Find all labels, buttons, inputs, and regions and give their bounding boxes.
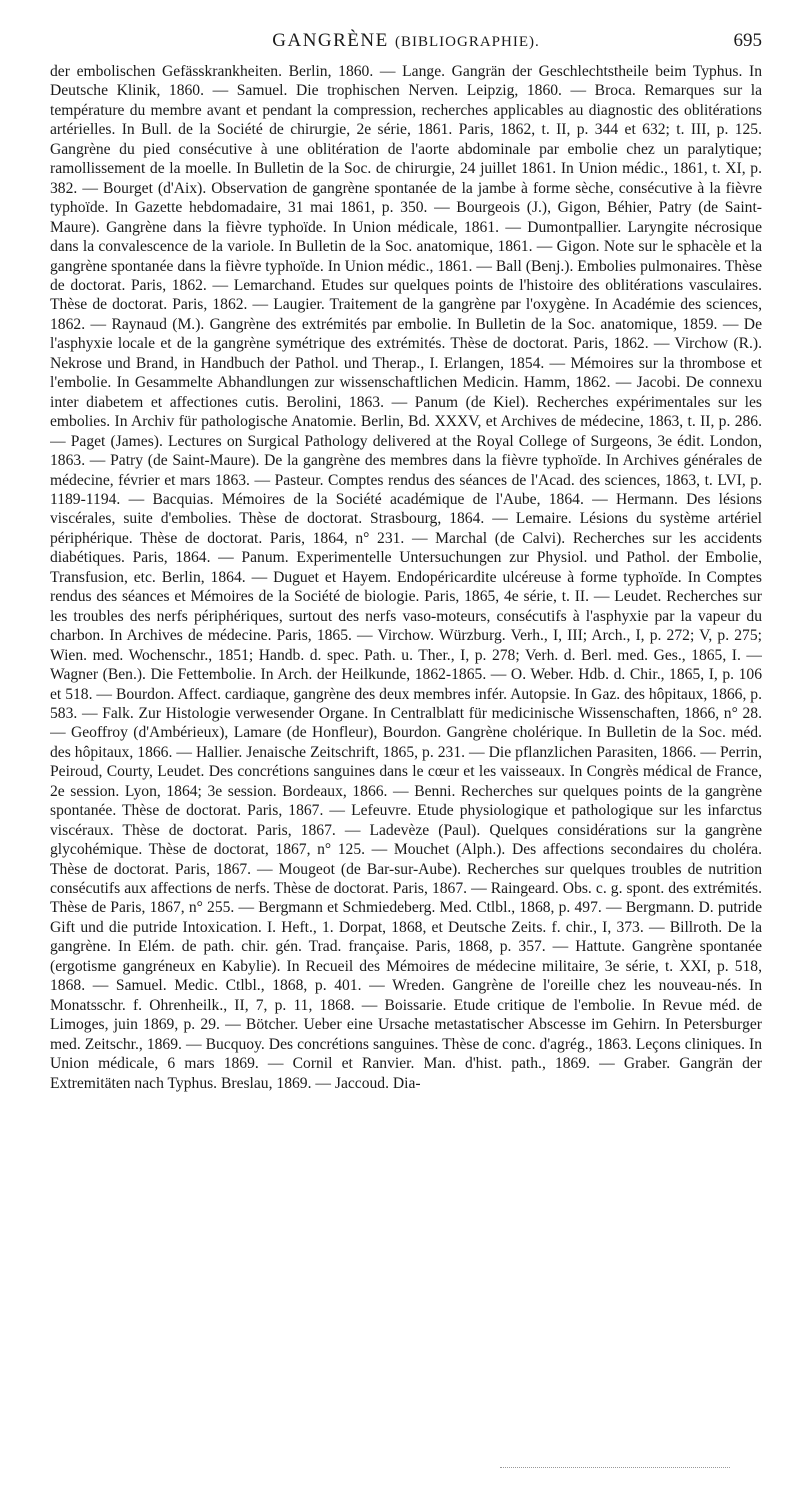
page-number: 695 [733, 30, 762, 51]
bibliography-paragraph: der embolischen Gefässkrankheiten. Berlin, 1860. — Lange. Gangrän der Geschlechtstheile beim Typhus. In Deutsche Klinik, 1860. — Samuel. Die trophischen Nerven. Leipzig, 1860. — Broca. Remarques sur la température du membre avant et pendant la compression, recherches applicables au diagnostic des oblitérations artérielles. In Bull. de la Société de chirurgie, 2e série, 1861. Paris, 1862, t. II, p. 344 et 632; t. III, p. 125. Gangrène du pied consécutive à une oblitération de l'aorte abdominale par embolie chez un paralytique; ramollissement de la moelle. In Bulletin de la Soc. de chirurgie, 24 juillet 1861. In Union médic., 1861, t. XI, p. 382. — Bourget (d'Aix). Observation de gangrène spontanée de la jambe à forme sèche, consécutive à la fièvre typhoïde. In Gazette hebdomadaire, 31 mai 1861, p. 350. — Bourgeois (J.), Gigon, Béhier, Patry (de Saint-Maure). Gangrène dans la fièvre typhoïde. In Union médicale, 1861. — Dumontpallier. Laryngite nécrosique dans la convalescence de la variole. In Bulletin de la Soc. anatomique, 1861. — Gigon. Note sur le sphacèle et la gangrène spontanée dans la fièvre typhoïde. In Union médic., 1861. — Ball (Benj.). Embolies pulmonaires. Thèse de doctorat. Paris, 1862. — Lemarchand. Etudes sur quelques points de l'histoire des oblitérations vasculaires. Thèse de doctorat. Paris, 1862. — Laugier. Traitement de la gangrène par l'oxygène. In Académie des sciences, 1862. — Raynaud (M.). Gangrène des extrémités par embolie. In Bulletin de la Soc. anatomique, 1859. — De l'asphyxie locale et de la gangrène symétrique des extrémités. Thèse de doctorat. Paris, 1862. — Virchow (R.). Nekrose und Brand, in Handbuch der Pathol. und Therap., I. Erlangen, 1854. — Mémoires sur la thrombose et l'embolie. In Gesammelte Abhandlungen zur wissenschaftlichen Medicin. Hamm, 1862. — Jacobi. De connexu inter diabetem et affectiones cutis. Berolini, 1863. — Panum (de Kiel). Recherches expérimentales sur les embolies. In Archiv für pathologische Anatomie. Berlin, Bd. XXXV, et Archives de médecine, 1863, t. II, p. 286. — Paget (James). Lectures on Surgical Pathology delivered at the Royal College of Surgeons, 3e édit. London, 1863. — Patry (de Saint-Maure). De la gangrène des membres dans la fièvre typhoïde. In Archives générales de médecine, février et mars 1863. — Pasteur. Comptes rendus des séances de l'Acad. des sciences, 1863, t. LVI, p. 1189-1194. — Bacquias. Mémoires de la Société académique de l'Aube, 1864. — Hermann. Des lésions viscérales, suite d'embolies. Thèse de doctorat. Strasbourg, 1864. — Lemaire. Lésions du système artériel périphérique. Thèse de doctorat. Paris, 1864, n° 231. — Marchal (de Calvi). Recherches sur les accidents diabétiques. Paris, 1864. — Panum. Experimentelle Untersuchungen zur Physiol. und Pathol. der Embolie, Transfusion, etc. Berlin, 1864. — Duguet et Hayem. Endopéricardite ulcéreuse à forme typhoïde. In Comptes rendus des séances et Mémoires de la Société de biologie. Paris, 1865, 4e série, t. II. — Leudet. Recherches sur les troubles des nerfs périphériques, surtout des nerfs vaso-moteurs, consécutifs à l'asphyxie par la vapeur du charbon. In Archives de médecine. Paris, 1865. — Virchow. Würzburg. Verh., I, III; Arch., I, p. 272; V, p. 275; Wien. med. Wochenschr., 1851; Handb. d. spec. Path. u. Ther., I, p. 278; Verh. d. Berl. med. Ges., 1865, I. — Wagner (Ben.). Die Fettembolie. In Arch. der Heilkunde, 1862-1865. — O. Weber. Hdb. d. Chir., 1865, I, p. 106 et 518. — Bourdon. Affect. cardiaque, gangrène des deux membres infér. Autopsie. In Gaz. des hôpitaux, 1866, p. 583. — Falk. Zur Histologie verwesender Organe. In Centralblatt für medicinische Wissenschaften, 1866, n° 28. — Geoffroy (d'Ambérieux), Lamare (de Honfleur), Bourdon. Gangrène cholérique. In Bulletin de la Soc. méd. des hôpitaux, 1866. — Hallier. Jenaische Zeitschrift, 1865, p. 231. — Die pflanzlichen Parasiten, 1866. — Perrin, Peiroud, Courty, Leudet. Des concrétions sanguines dans le cœur et les vaisseaux. In Congrès médical de France, 2e session. Lyon, 1864; 3e session. Bordeaux, 1866. — Benni. Recherches sur quelques points de la gangrène spontanée. Thèse de doctorat. Paris, 1867. — Lefeuvre. Etude physiologique et pathologique sur les infarctus viscéraux. Thèse de doctorat. Paris, 1867. — Ladevèze (Paul). Quelques considérations sur la gangrène glycohémique. Thèse de doctorat, 1867, n° 125. — Mouchet (Alph.). Des affections secondaires du choléra. Thèse de doctorat. Paris, 1867. — Mougeot (de Bar-sur-Aube). Recherches sur quelques troubles de nutrition consécutifs aux affections de nerfs. Thèse de doctorat. Paris, 1867. — Raingeard. Obs. c. g. spont. des extrémités. Thèse de Paris, 1867, n° 255. — Bergmann et Schmiedeberg. Med. Ctlbl., 1868, p. 497. — Bergmann. D. putride Gift und die putride Intoxication. I. Heft., 1. Dorpat, 1868, et Deutsche Zeits. f. chir., I, 373. — Billroth. De la gangrène. In Elém. de path. chir. gén. Trad. française. Paris, 1868, p. 357. — Hattute. Gangrène spontanée (ergotisme gangréneux en Kabylie). In Recueil des Mémoires de médecine militaire, 3e série, t. XXI, p. 518, 1868. — Samuel. Medic. Ctlbl., 1868, p. 401. — Wreden. Gangrène de l'oreille chez les nouveau-nés. In Monatsschr. f. Ohrenheilk., II, 7, p. 11, 1868. — Boissarie. Etude critique de l'embolie. In Revue méd. de Limoges, juin 1869, p. 29. — Bötcher. Ueber eine Ursache metastatischer Abscesse im Gehirn. In Petersburger med. Zeitschr., 1869. — Bucquoy. Des concrétions sanguines. Thèse de conc. d'agrég., 1863. Leçons cliniques. In Union médicale, 6 mars 1869. — Cornil et Ranvier. Man. d'hist. path., 1869. — Graber. Gangrän der Extremitäten nach Typhus. Breslau, 1869. — Jaccoud. Dia- [50, 63, 762, 1092]
header-title-block [50, 30, 762, 52]
header-title: GANGRÈNE [272, 30, 389, 51]
bibliography-text [50, 62, 762, 1452]
header-subtitle: (BIBLIOGRAPHIE). [395, 34, 540, 50]
running-header [50, 30, 762, 56]
footer-dotted-rule [500, 1467, 730, 1468]
